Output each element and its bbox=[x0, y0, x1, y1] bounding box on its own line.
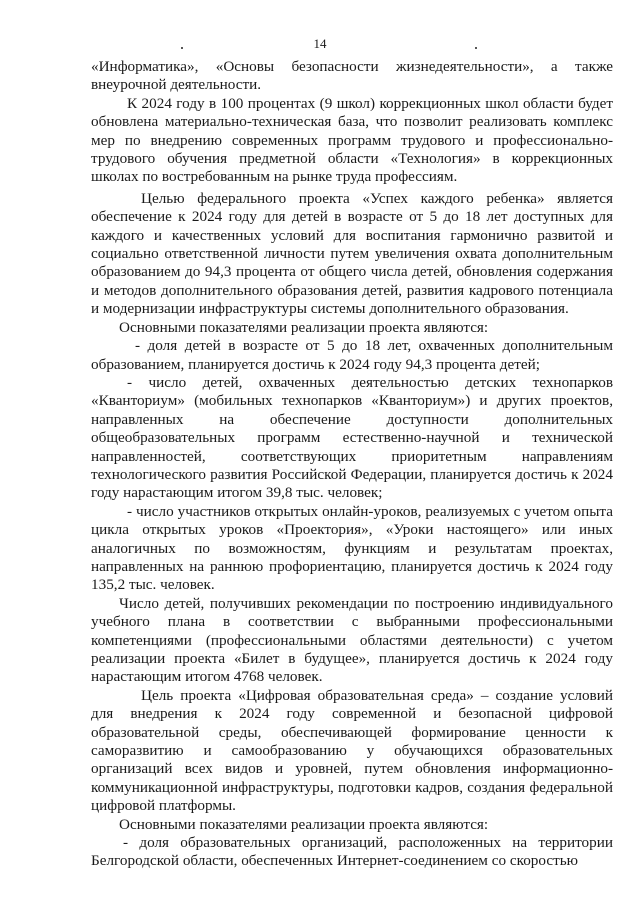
paragraph-ticket-to-future: Число детей, получивших рекомендации по построению индивидуального учебного плана в соответствии с выбранными профессиональными компетенциями (профессиональными областями деятельности) с учетом реализации проекта «Билет в будущее», планируется достичь к 2024 году нарастающим итогом 4768 человек. bbox=[91, 594, 613, 686]
paragraph-indicators-heading-2: Основными показателями реализации проекта являются: bbox=[119, 815, 489, 833]
document-body bbox=[91, 58, 613, 871]
list-item-kvantorium: - число детей, охваченных деятельностью детских технопарков «Кванториум» (мобильных технопарков «Кванториум») и других проектов, направленных на обеспечение доступности дополнительных общеобразовательных программ естественно-научной и технической направленностей, соответствующих приоритетным направлениям технологического развития Российской Федерации, планируется достичь к 2024 году нарастающим итогом 39,8 тыс. человек; bbox=[91, 373, 613, 502]
list-item-internet-connection: - доля образовательных организаций, расположенных на территории Белгородской области, обеспеченных Интернет-соединением со скоростью bbox=[91, 834, 613, 870]
list-item-online-lessons: - число участников открытых онлайн-уроков, реализуемых с учетом опыта цикла открытых уроков «Проектория», «Уроки настоящего» или иных аналогичных по возможностям, функциям и результатам проектах, направленных на раннюю профориентацию, планируется достичь к 2024 году 135,2 тыс. человек. bbox=[91, 502, 613, 594]
paragraph-success-goal: Целью федерального проекта «Успех каждого ребенка» является обеспечение к 2024 году для детей в возрасте от 5 до 18 лет доступных для каждого и качественных условий для воспитания гармонично развитой и социально ответственной личности путем увеличения охвата дополнительным образованием до 94,3 процента от общего числа детей, обновления содержания и методов дополнительного образования детей, развития кадрового потенциала и модернизации инфраструктуры системы дополнительного образования. bbox=[91, 189, 613, 318]
page-number: 14 bbox=[313, 36, 327, 51]
paragraph-indicators-heading: Основными показателями реализации проекта являются: bbox=[119, 318, 489, 336]
paragraph-correctional-schools: К 2024 году в 100 процентах (9 школ) коррекционных школ области будет обновлена материально-техническая база, что позволит реализовать комплекс мер по внедрению современных программ трудового и профессионально-трудового обучения предметной области «Технология» в коррекционных школах по востребованным на рынке труда профессиям. bbox=[91, 94, 613, 186]
paragraph-continuation: «Информатика», «Основы безопасности жизнедеятельности», а также внеурочной деятельности. bbox=[91, 58, 613, 94]
paragraph-digital-environment-goal: Цель проекта «Цифровая образовательная среда» – создание условий для внедрения к 2024 году современной и безопасной цифровой образовательной среды, обеспечивающей формирование ценности к саморазвитию и самообразованию у обучающихся образовательных организаций всех видов и уровней, путем обновления информационно-коммуникационной инфраструктуры, подготовки кадров, создания федеральной цифровой платформы. bbox=[91, 686, 613, 815]
list-item-coverage: - доля детей в возрасте от 5 до 18 лет, охваченных дополнительным образованием, планируется достичь к 2024 году 94,3 процента детей; bbox=[91, 337, 613, 373]
